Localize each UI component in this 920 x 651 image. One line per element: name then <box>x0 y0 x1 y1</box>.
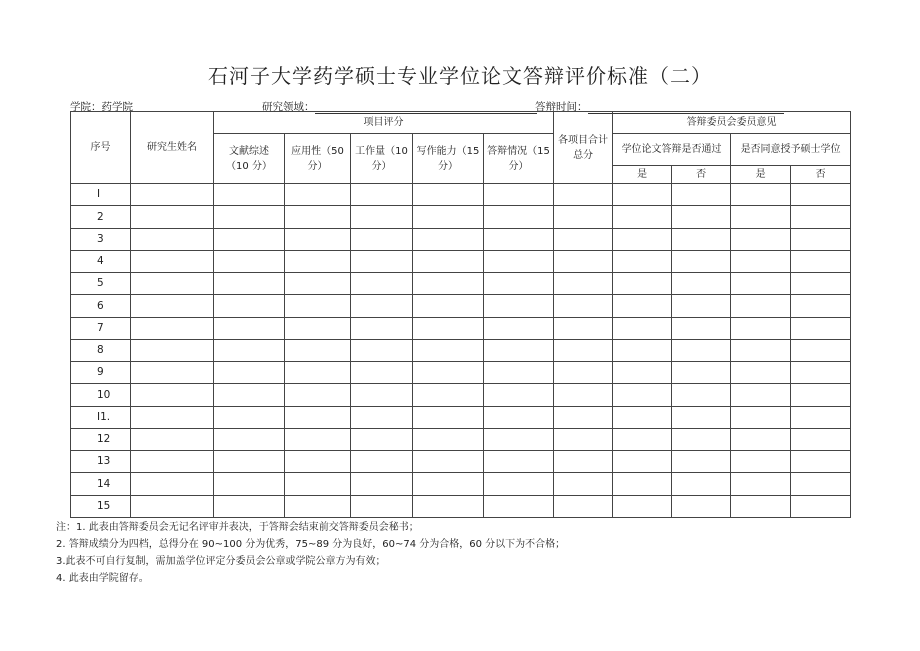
note-item: 4. 此表由学院留存。 <box>56 573 149 584</box>
table-row <box>71 451 851 473</box>
seq-header: 序号 <box>71 112 131 184</box>
blank-cell <box>285 406 351 428</box>
blank-cell <box>672 228 731 250</box>
blank-cell <box>731 495 791 517</box>
grant-yes-header: 是 <box>731 166 791 184</box>
blank-cell <box>131 206 214 228</box>
blank-cell <box>731 273 791 295</box>
blank-cell <box>285 295 351 317</box>
total-header-line1: 各项目合计 <box>558 134 609 146</box>
blank-cell <box>554 362 613 384</box>
blank-cell <box>791 406 851 428</box>
note-item: 注：1. 此表由答辩委员会无记名评审并表决，于答辩会结束前交答辩委员会秘书； <box>56 522 419 533</box>
committee-group-header: 答辩委员会委员意见 <box>613 112 851 134</box>
blank-cell <box>214 384 285 406</box>
blank-cell <box>214 317 285 339</box>
blank-cell <box>613 495 672 517</box>
table-row <box>71 362 851 384</box>
blank-cell <box>613 184 672 206</box>
blank-cell <box>554 228 613 250</box>
blank-cell <box>413 250 484 272</box>
notes <box>56 519 565 587</box>
note-item: 3.此表不可自行复制，需加盖学位评定分委员会公章或学院公章方为有效； <box>56 556 386 567</box>
blank-cell <box>484 184 554 206</box>
blank-cell <box>214 228 285 250</box>
blank-cell <box>413 273 484 295</box>
blank-cell <box>214 428 285 450</box>
blank-cell <box>131 273 214 295</box>
blank-cell <box>131 317 214 339</box>
table-row <box>71 428 851 450</box>
table-row <box>71 384 851 406</box>
blank-cell <box>554 206 613 228</box>
blank-cell <box>413 406 484 428</box>
table-row <box>71 273 851 295</box>
blank-cell <box>351 428 413 450</box>
blank-cell <box>285 384 351 406</box>
blank-cell <box>484 384 554 406</box>
blank-cell <box>613 406 672 428</box>
row-number: 7 <box>71 317 131 339</box>
blank-cell <box>672 384 731 406</box>
row-number: 3 <box>71 228 131 250</box>
blank-cell <box>791 273 851 295</box>
blank-cell <box>413 428 484 450</box>
blank-cell <box>285 473 351 495</box>
blank-cell <box>285 228 351 250</box>
blank-cell <box>791 339 851 361</box>
blank-cell <box>613 362 672 384</box>
table-row <box>71 184 851 206</box>
blank-cell <box>484 339 554 361</box>
blank-cell <box>214 250 285 272</box>
row-number: I <box>71 184 131 206</box>
blank-cell <box>672 273 731 295</box>
blank-cell <box>351 384 413 406</box>
blank-cell <box>791 250 851 272</box>
blank-cell <box>131 451 214 473</box>
blank-cell <box>285 317 351 339</box>
blank-cell <box>131 228 214 250</box>
name-header: 研究生姓名 <box>131 112 214 184</box>
blank-cell <box>351 295 413 317</box>
blank-cell <box>131 406 214 428</box>
row-number: 9 <box>71 362 131 384</box>
blank-cell <box>731 406 791 428</box>
blank-cell <box>131 473 214 495</box>
blank-cell <box>554 295 613 317</box>
blank-cell <box>791 184 851 206</box>
criterion-writing: 写作能力（15 分） <box>413 134 484 184</box>
blank-cell <box>554 473 613 495</box>
blank-cell <box>554 495 613 517</box>
blank-cell <box>214 273 285 295</box>
criterion-literature: 文献综述 （10 分） <box>214 134 285 184</box>
blank-cell <box>484 228 554 250</box>
row-number: 14 <box>71 473 131 495</box>
row-number: 15 <box>71 495 131 517</box>
blank-cell <box>791 495 851 517</box>
blank-cell <box>731 384 791 406</box>
field-label: 研究领域： <box>262 101 315 113</box>
time-label: 答辩时间： <box>535 101 588 113</box>
blank-cell <box>413 317 484 339</box>
blank-cell <box>731 250 791 272</box>
blank-cell <box>613 228 672 250</box>
blank-cell <box>214 451 285 473</box>
blank-cell <box>672 339 731 361</box>
blank-cell <box>484 428 554 450</box>
blank-cell <box>484 273 554 295</box>
blank-cell <box>285 184 351 206</box>
blank-cell <box>351 206 413 228</box>
table-row <box>71 473 851 495</box>
blank-cell <box>613 295 672 317</box>
blank-cell <box>131 184 214 206</box>
table-row <box>71 339 851 361</box>
blank-cell <box>791 384 851 406</box>
blank-cell <box>791 428 851 450</box>
blank-cell <box>214 339 285 361</box>
blank-cell <box>672 473 731 495</box>
blank-cell <box>484 295 554 317</box>
row-number: 8 <box>71 339 131 361</box>
blank-cell <box>791 451 851 473</box>
blank-cell <box>413 339 484 361</box>
blank-cell <box>214 495 285 517</box>
row-number: 12 <box>71 428 131 450</box>
blank-cell <box>554 317 613 339</box>
blank-cell <box>413 495 484 517</box>
row-number: 2 <box>71 206 131 228</box>
blank-cell <box>554 250 613 272</box>
blank-cell <box>484 406 554 428</box>
row-number: I1. <box>71 406 131 428</box>
blank-cell <box>672 451 731 473</box>
blank-cell <box>672 184 731 206</box>
blank-cell <box>285 428 351 450</box>
blank-cell <box>214 295 285 317</box>
blank-cell <box>285 362 351 384</box>
blank-cell <box>672 317 731 339</box>
page-title: 石河子大学药学硕士专业学位论文答辩评价标准（二） <box>208 64 712 88</box>
blank-cell <box>285 451 351 473</box>
grant-header: 是否同意授予硕士学位 <box>731 134 851 166</box>
blank-cell <box>413 362 484 384</box>
row-number: 10 <box>71 384 131 406</box>
blank-cell <box>672 495 731 517</box>
table-row <box>71 206 851 228</box>
total-header <box>554 112 613 184</box>
blank-cell <box>613 339 672 361</box>
blank-cell <box>672 406 731 428</box>
blank-cell <box>131 295 214 317</box>
blank-cell <box>672 428 731 450</box>
blank-cell <box>613 250 672 272</box>
header-row-1 <box>71 112 851 134</box>
table-row <box>71 495 851 517</box>
blank-cell <box>731 473 791 495</box>
blank-cell <box>484 362 554 384</box>
blank-cell <box>351 406 413 428</box>
blank-cell <box>672 295 731 317</box>
blank-cell <box>731 339 791 361</box>
blank-cell <box>791 228 851 250</box>
pass-yes-header: 是 <box>613 166 672 184</box>
blank-cell <box>731 228 791 250</box>
blank-cell <box>731 362 791 384</box>
blank-cell <box>413 295 484 317</box>
blank-cell <box>613 451 672 473</box>
blank-cell <box>351 228 413 250</box>
blank-cell <box>613 473 672 495</box>
blank-cell <box>791 317 851 339</box>
blank-cell <box>413 206 484 228</box>
blank-cell <box>413 228 484 250</box>
blank-cell <box>351 250 413 272</box>
blank-cell <box>413 184 484 206</box>
blank-cell <box>351 317 413 339</box>
blank-cell <box>484 317 554 339</box>
score-group-header: 项目评分 <box>214 112 554 134</box>
blank-cell <box>554 339 613 361</box>
criterion-applicability: 应用性（50 分） <box>285 134 351 184</box>
college-label: 学院： <box>70 101 102 113</box>
blank-cell <box>413 451 484 473</box>
blank-cell <box>351 451 413 473</box>
blank-cell <box>413 384 484 406</box>
blank-cell <box>285 273 351 295</box>
total-header-line2: 总分 <box>573 149 594 161</box>
pass-header: 学位论文答辩是否通过 <box>613 134 731 166</box>
grant-no-header: 否 <box>791 166 851 184</box>
criterion-workload: 工作量（10 分） <box>351 134 413 184</box>
blank-cell <box>214 184 285 206</box>
blank-cell <box>285 339 351 361</box>
pass-no-header: 否 <box>672 166 731 184</box>
blank-cell <box>484 473 554 495</box>
blank-cell <box>791 206 851 228</box>
blank-cell <box>285 495 351 517</box>
blank-cell <box>791 295 851 317</box>
table-row <box>71 295 851 317</box>
blank-cell <box>613 317 672 339</box>
college-value: 药学院 <box>101 101 133 113</box>
blank-cell <box>731 295 791 317</box>
blank-cell <box>554 273 613 295</box>
blank-cell <box>214 206 285 228</box>
blank-cell <box>351 473 413 495</box>
blank-cell <box>613 273 672 295</box>
blank-cell <box>214 362 285 384</box>
blank-cell <box>672 206 731 228</box>
blank-cell <box>731 184 791 206</box>
blank-cell <box>351 184 413 206</box>
blank-cell <box>131 384 214 406</box>
blank-cell <box>131 362 214 384</box>
blank-cell <box>351 339 413 361</box>
blank-cell <box>484 451 554 473</box>
blank-cell <box>484 206 554 228</box>
blank-cell <box>484 495 554 517</box>
blank-cell <box>731 451 791 473</box>
blank-cell <box>351 362 413 384</box>
blank-cell <box>554 184 613 206</box>
blank-cell <box>554 428 613 450</box>
blank-cell <box>131 339 214 361</box>
table-row <box>71 250 851 272</box>
blank-cell <box>131 495 214 517</box>
blank-cell <box>131 428 214 450</box>
row-number: 5 <box>71 273 131 295</box>
blank-cell <box>285 206 351 228</box>
blank-cell <box>214 473 285 495</box>
blank-cell <box>351 273 413 295</box>
criterion-defense: 答辩情况（15 分） <box>484 134 554 184</box>
blank-cell <box>613 206 672 228</box>
blank-cell <box>554 451 613 473</box>
blank-cell <box>413 473 484 495</box>
blank-cell <box>731 428 791 450</box>
blank-cell <box>731 206 791 228</box>
blank-cell <box>613 384 672 406</box>
blank-cell <box>351 495 413 517</box>
table-row <box>71 317 851 339</box>
blank-cell <box>131 250 214 272</box>
row-number: 13 <box>71 451 131 473</box>
blank-cell <box>484 250 554 272</box>
table-row <box>71 406 851 428</box>
blank-cell <box>731 317 791 339</box>
blank-cell <box>214 406 285 428</box>
blank-cell <box>554 384 613 406</box>
evaluation-table <box>70 111 851 518</box>
row-number: 4 <box>71 250 131 272</box>
blank-cell <box>672 362 731 384</box>
note-item: 2. 答辩成绩分为四档，总得分在 90~100 分为优秀，75~89 分为良好，60~74 分为合格，60 分以下为不合格； <box>56 539 566 550</box>
blank-cell <box>613 428 672 450</box>
blank-cell <box>791 362 851 384</box>
blank-cell <box>285 250 351 272</box>
row-number: 6 <box>71 295 131 317</box>
table-row <box>71 228 851 250</box>
blank-cell <box>672 250 731 272</box>
blank-cell <box>791 473 851 495</box>
blank-cell <box>554 406 613 428</box>
